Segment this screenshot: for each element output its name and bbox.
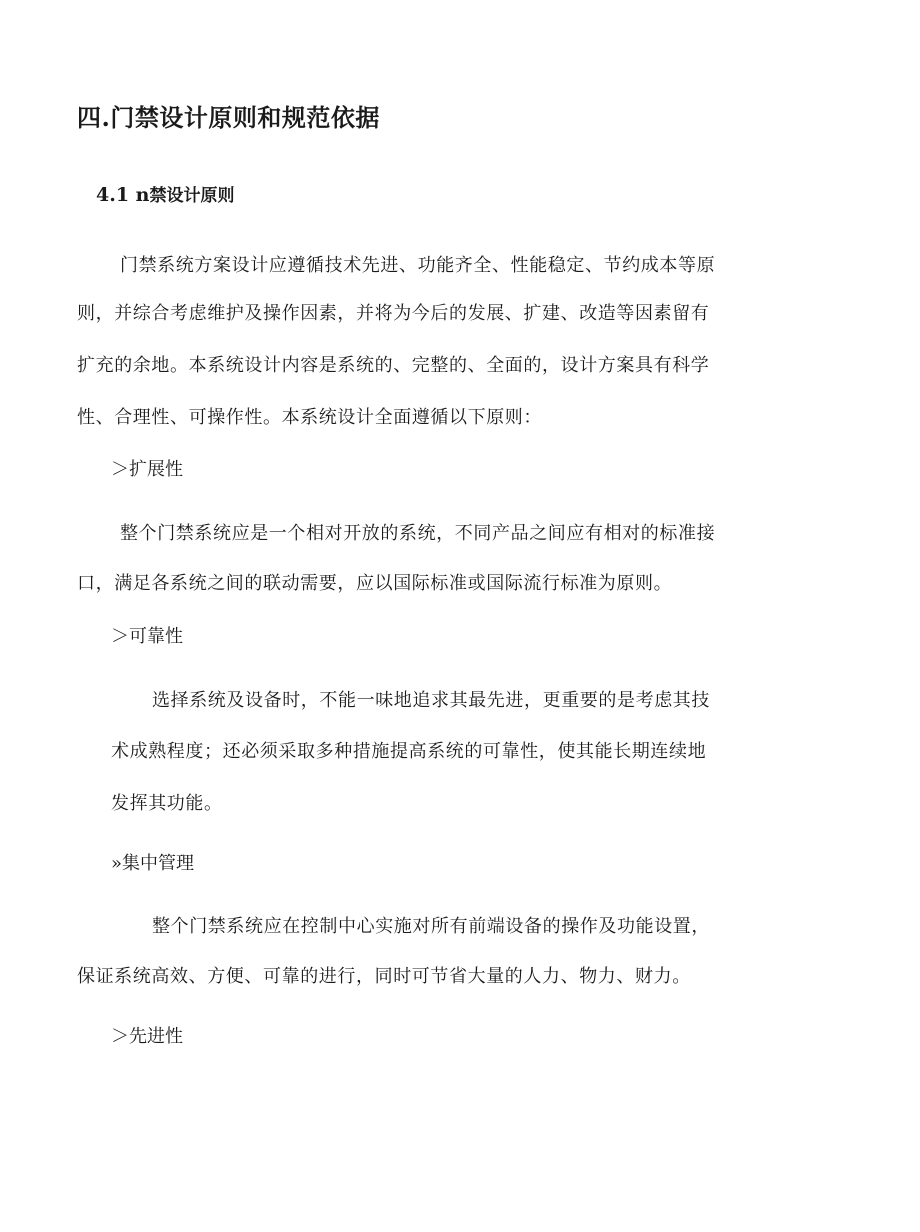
principle-title-advancement: ＞先进性: [111, 1026, 183, 1047]
section-number: 4.1 n: [96, 184, 150, 206]
principle-text-line: 整个门禁系统应在控制中心实施对所有前端设备的操作及功能设置，: [152, 916, 710, 937]
principle-title-extensibility: ＞扩展性: [111, 459, 183, 480]
principle-text-line: 口，满足各系统之间的联动需要，应以国际标准或国际流行标准为原则。: [77, 573, 673, 594]
principle-text-line: 术成熟程度；还必须采取多种措施提高系统的可靠性，使其能长期连续地: [111, 741, 707, 762]
principle-text-line: 整个门禁系统应是一个相对开放的系统，不同产品之间应有相对的标准接: [120, 523, 716, 544]
principle-text-line: 保证系统高效、方便、可靠的进行，同时可节省大量的人力、物力、财力。: [77, 966, 691, 987]
intro-line: 门禁系统方案设计应遵循技术先进、功能齐全、性能稳定、节约成本等原: [120, 255, 716, 276]
chapter-heading: 四.门禁设计原则和规范依据: [77, 103, 380, 132]
principle-text-line: 发挥其功能。: [111, 793, 223, 814]
principle-title-centralized-management: »集中管理: [111, 853, 195, 874]
section-heading: [96, 186, 234, 205]
intro-line: 扩充的余地。本系统设计内容是系统的、完整的、全面的，设计方案具有科学: [77, 355, 710, 376]
principle-text-line: 选择系统及设备时，不能一味地追求其最先进，更重要的是考虑其技: [152, 690, 710, 711]
intro-line: 性、合理性、可操作性。本系统设计全面遵循以下原则：: [77, 407, 542, 428]
intro-line: 则，并综合考虑维护及操作因素，并将为今后的发展、扩建、改造等因素留有: [77, 303, 710, 324]
section-title: 禁设计原则: [149, 186, 235, 206]
principle-title-reliability: ＞可靠性: [111, 626, 183, 647]
